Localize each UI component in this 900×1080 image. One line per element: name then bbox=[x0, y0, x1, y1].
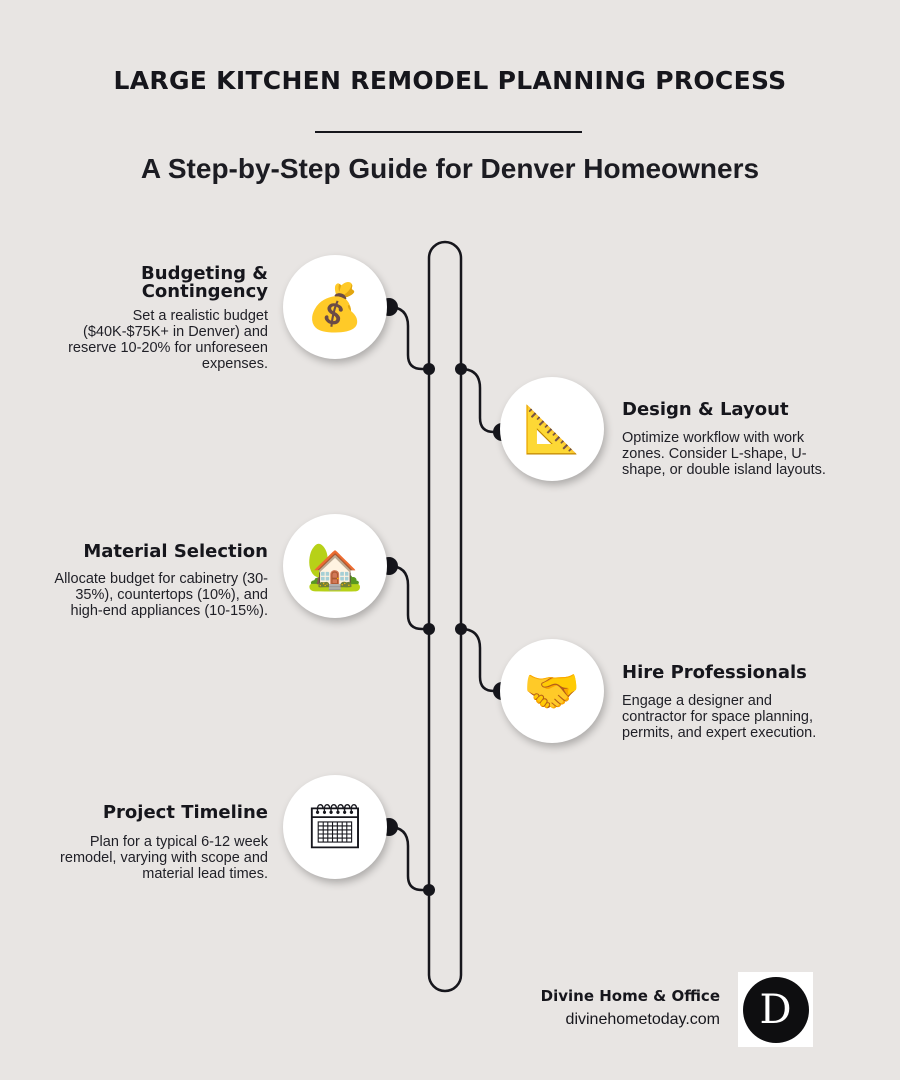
brand-name: Divine Home & Office bbox=[540, 987, 720, 1005]
triangle-ruler-icon bbox=[500, 377, 604, 481]
handshake-icon bbox=[500, 639, 604, 743]
step-desc-hire: Engage a designer and contractor for space planning, permits, and expert execution. bbox=[622, 693, 817, 741]
step-desc-design: Optimize workflow with work zones. Consider L-shape, U-shape, or double island layouts. bbox=[622, 430, 826, 478]
money-bag-glyph: 💰 bbox=[306, 280, 364, 334]
step-title-budgeting-line1: Budgeting & bbox=[141, 263, 268, 284]
connector-hire bbox=[461, 629, 502, 691]
connector-budgeting bbox=[389, 307, 429, 369]
track-dot-budgeting bbox=[423, 363, 435, 375]
triangle-ruler-glyph: 📐 bbox=[523, 402, 581, 456]
step-title-hire: Hire Professionals bbox=[622, 662, 807, 683]
page-title: LARGE KITCHEN REMODEL PLANNING PROCESS bbox=[113, 66, 787, 95]
house-with-garden-glyph: 🏡 bbox=[306, 539, 364, 593]
track-dot-hire bbox=[455, 623, 467, 635]
timeline-track bbox=[429, 242, 461, 991]
step-title-budgeting-line2: Contingency bbox=[141, 281, 268, 302]
track-dot-design bbox=[455, 363, 467, 375]
step-title-budgeting bbox=[141, 265, 268, 301]
track-dot-material bbox=[423, 623, 435, 635]
house-with-garden-icon bbox=[283, 514, 387, 618]
step-title-design: Design & Layout bbox=[622, 399, 789, 420]
step-title-timeline: Project Timeline bbox=[102, 802, 268, 823]
logo-letter: D bbox=[759, 986, 792, 1033]
spiral-calendar-icon bbox=[283, 775, 387, 879]
step-desc-budgeting: Set a realistic budget ($40K-$75K+ in Denver) and reserve 10-20% for unforeseen expenses. bbox=[68, 308, 268, 372]
connector-material bbox=[389, 566, 429, 629]
step-title-material: Material Selection bbox=[83, 541, 268, 562]
page-subtitle: A Step-by-Step Guide for Denver Homeowners bbox=[140, 153, 760, 184]
step-desc-material: Allocate budget for cabinetry (30-35%), countertops (10%), and high-end appliances (10-15%). bbox=[54, 571, 268, 619]
connector-design bbox=[461, 369, 502, 432]
spiral-calendar-glyph: 🗓 bbox=[305, 800, 365, 854]
brand-url[interactable]: divinehometoday.com bbox=[565, 1011, 720, 1028]
money-bag-icon bbox=[283, 255, 387, 359]
connector-timeline bbox=[389, 827, 429, 890]
logo-mark bbox=[743, 977, 809, 1043]
step-desc-timeline: Plan for a typical 6-12 week remodel, varying with scope and material lead times. bbox=[60, 834, 268, 882]
brand-logo bbox=[738, 972, 813, 1047]
handshake-glyph: 🤝 bbox=[523, 664, 581, 718]
track-dot-timeline bbox=[423, 884, 435, 896]
